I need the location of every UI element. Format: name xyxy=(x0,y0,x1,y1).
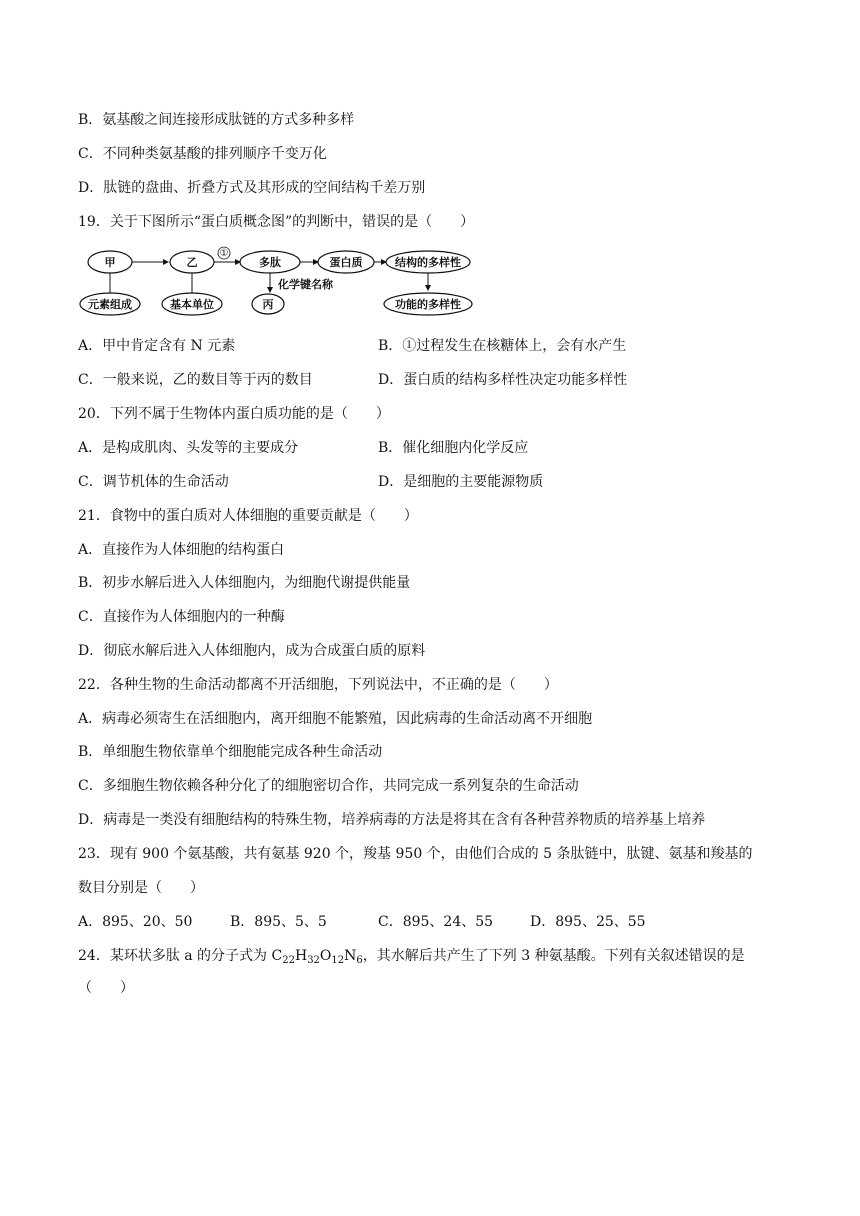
q19-option-c: C．一般来说，乙的数目等于丙的数目 xyxy=(78,372,313,388)
node-gongneng-label: 功能的多样性 xyxy=(395,298,461,311)
q24-n-sub: 6 xyxy=(356,955,363,966)
node-jia-label: 甲 xyxy=(104,256,116,269)
q22-option-c: C．多细胞生物依赖各种分化了的细胞密切合作，共同完成一系列复杂的生命活动 xyxy=(78,778,579,794)
q21-option-a: A．直接作为人体细胞的结构蛋白 xyxy=(78,542,285,558)
node-bing-label: 丙 xyxy=(262,298,274,311)
protein-concept-diagram xyxy=(78,244,498,320)
q23-stem-line2: 数目分别是（ ） xyxy=(78,880,204,896)
q20-stem: 20．下列不属于生物体内蛋白质功能的是（ ） xyxy=(78,406,390,422)
step-1-label: ① xyxy=(219,248,229,259)
node-danbaizhi-label: 蛋白质 xyxy=(329,256,363,269)
q20-option-d: D．是细胞的主要能源物质 xyxy=(378,474,544,490)
q23-option-a: A．895、20、50 xyxy=(78,914,193,930)
q20-option-b: B．催化细胞内化学反应 xyxy=(378,440,529,456)
q19-option-d: D．蛋白质的结构多样性决定功能多样性 xyxy=(378,372,628,388)
q24-stem-post: ，其水解后共产生了下列 3 种氨基酸。下列有关叙述错误的是 xyxy=(362,948,745,964)
q24-h-sub: 32 xyxy=(307,955,320,966)
q19-option-a: A．甲中肯定含有 N 元素 xyxy=(78,338,236,354)
q24-c-sub: 22 xyxy=(282,955,295,966)
q24-stem-pre: 24．某环状多肽 a 的分子式为 C xyxy=(78,948,283,964)
q19-option-b: B．①过程发生在核糖体上，会有水产生 xyxy=(378,338,627,354)
q20-option-a: A．是构成肌肉、头发等的主要成分 xyxy=(78,440,299,456)
node-yi-label: 乙 xyxy=(186,256,198,269)
q22-option-a: A．病毒必须寄生在活细胞内，离开细胞不能繁殖，因此病毒的生命活动离不开细胞 xyxy=(78,711,593,727)
q22-option-b: B．单细胞生物依靠单个细胞能完成各种生命活动 xyxy=(78,744,383,760)
q24-o: O xyxy=(319,948,332,964)
q22-stem: 22．各种生物的生命活动都离不开活细胞，下列说法中，不正确的是（ ） xyxy=(78,677,558,693)
q23-stem-line1: 23．现有 900 个氨基酸，共有氨基 920 个，羧基 950 个，由他们合成的 5 条肽链中，肽键、氨基和羧基的 xyxy=(78,846,753,862)
q24-n: N xyxy=(344,948,357,964)
q24-o-sub: 12 xyxy=(331,955,345,966)
q21-option-d: D．彻底水解后进入人体细胞内，成为合成蛋白质的原料 xyxy=(78,643,426,659)
option-b: B．氨基酸之间连接形成肽链的方式多种多样 xyxy=(78,112,355,128)
q21-stem: 21．食物中的蛋白质对人体细胞的重要贡献是（ ） xyxy=(78,508,418,524)
q19-stem: 19．关于下图所示“蛋白质概念图”的判断中，错误的是（ ） xyxy=(78,214,475,230)
q23-option-b: B．895、5、5 xyxy=(230,914,327,930)
q24-stem-line2: （ ） xyxy=(78,980,134,996)
q20-option-c: C．调节机体的生命活动 xyxy=(78,474,229,490)
node-jiben-label: 基本单位 xyxy=(170,298,214,311)
node-duotai-label: 多肽 xyxy=(259,256,281,269)
node-yuansu-label: 元素组成 xyxy=(88,298,132,311)
q24-h: H xyxy=(294,948,308,964)
option-c: C．不同种类氨基酸的排列顺序千变万化 xyxy=(78,146,327,162)
q21-option-b: B．初步水解后进入人体细胞内，为细胞代谢提供能量 xyxy=(78,575,411,591)
q22-option-d: D．病毒是一类没有细胞结构的特殊生物，培养病毒的方法是将其在含有各种营养物质的培养基上培养 xyxy=(78,812,706,828)
q21-option-c: C．直接作为人体细胞内的一种酶 xyxy=(78,609,285,625)
node-jiegou-label: 结构的多样性 xyxy=(395,256,461,269)
q23-option-d: D．895、25、55 xyxy=(530,914,646,930)
bond-name-label: 化学键名称 xyxy=(278,278,333,291)
q23-option-c: C．895、24、55 xyxy=(378,914,494,930)
q24-stem-line1 xyxy=(78,946,745,966)
option-d: D．肽链的盘曲、折叠方式及其形成的空间结构千差万别 xyxy=(78,180,426,196)
